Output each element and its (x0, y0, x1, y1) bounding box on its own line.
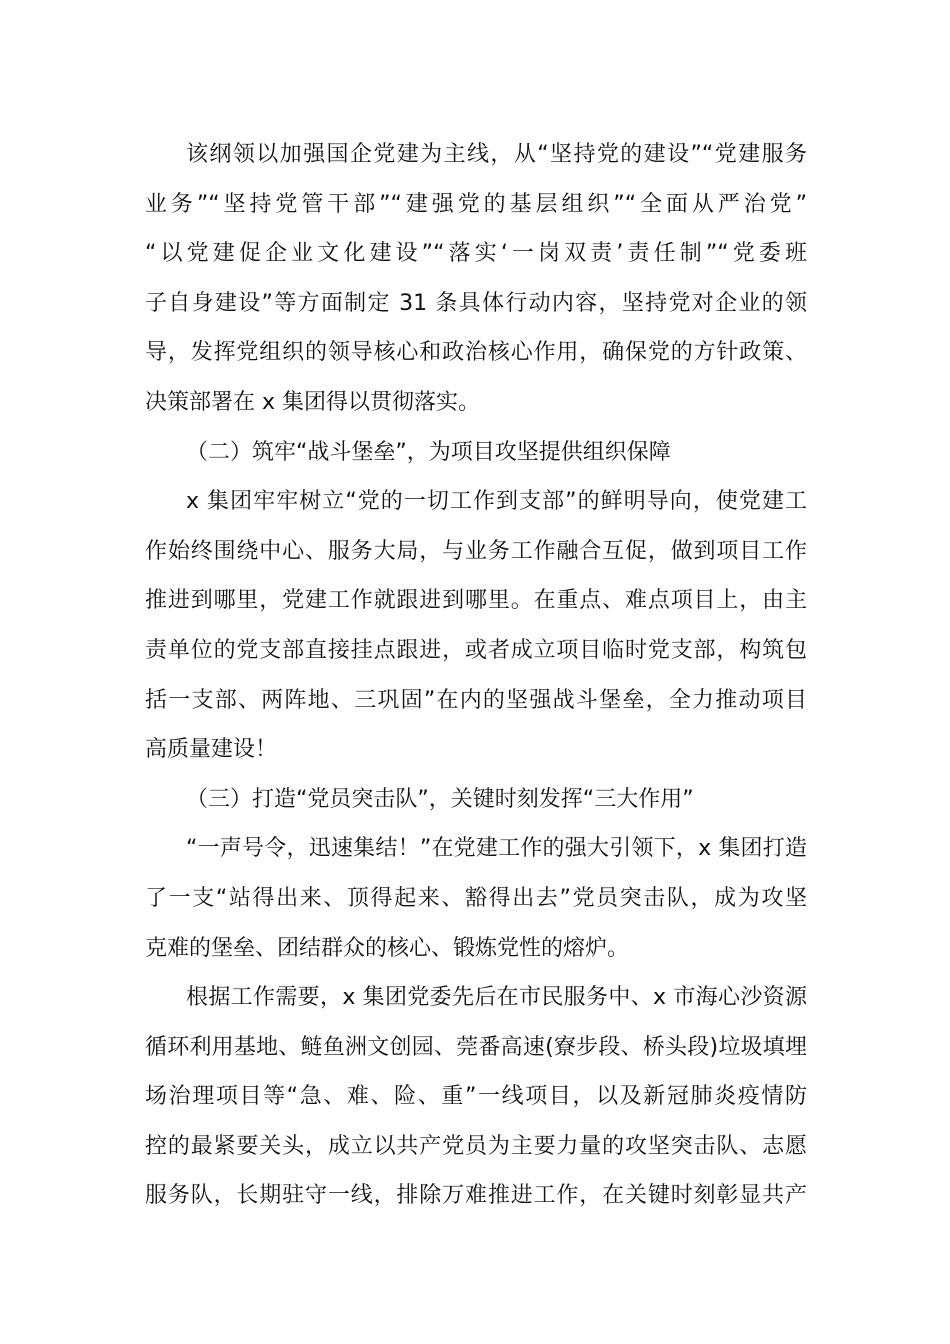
paragraph-4-line-2: 循环利用基地、鲢鱼洲文创园、莞番高速(寮步段、桥头段)垃圾填埋 (145, 1034, 807, 1060)
paragraph-1-line-2: 业务”“坚持党管干部”“建强党的基层组织”“全面从严治党” (145, 191, 807, 217)
paragraph-4-line-5: 服务队，长期驻守一线，排除万难推进工作，在关键时刻彰显共产 (145, 1183, 807, 1209)
paragraph-3-line-3: 克难的堡垒、团结群众的核心、锻炼党性的熔炉。 (145, 935, 630, 961)
paragraph-3-line-2: 了一支“站得出来、顶得起来、豁得出去”党员突击队，成为攻坚 (145, 885, 807, 911)
paragraph-4-line-1: 根据工作需要，x 集团党委先后在市民服务中、x 市海心沙资源 (186, 985, 807, 1011)
paragraph-2-line-5: 括一支部、两阵地、三巩固”在内的坚强战斗堡垒，全力推动项目 (145, 687, 807, 713)
section-heading-3: （三）打造“党员突击队”，关键时刻发挥“三大作用” (186, 786, 694, 812)
paragraph-2-line-6: 高质量建设！ (145, 737, 278, 763)
paragraph-1-line-6: 决策部署在 x 集团得以贯彻落实。 (145, 389, 481, 415)
paragraph-1-line-3: “以党建促企业文化建设”“落实‘一岗双责’责任制”“党委班 (145, 241, 807, 267)
paragraph-2-line-3: 推进到哪里，党建工作就跟进到哪里。在重点、难点项目上，由主 (145, 588, 807, 614)
paragraph-2-line-1: x 集团牢牢树立“党的一切工作到支部”的鲜明导向，使党建工 (186, 489, 807, 515)
paragraph-4-line-3: 场治理项目等“急、难、险、重”一线项目，以及新冠肺炎疫情防 (145, 1084, 807, 1110)
paragraph-1-line-1: 该纲领以加强国企党建为主线，从“坚持党的建设”“党建服务 (186, 142, 807, 167)
paragraph-2-line-4: 责单位的党支部直接挂点跟进，或者成立项目临时党支部，构筑包 (145, 637, 807, 663)
paragraph-1-line-5: 导，发挥党组织的领导核心和政治核心作用，确保党的方针政策、 (145, 340, 807, 366)
section-heading-2: （二）筑牢“战斗堡垒”，为项目攻坚提供组织保障 (186, 439, 671, 465)
paragraph-3-line-1: “一声号令，迅速集结！”在党建工作的强大引领下，x 集团打造 (186, 836, 807, 862)
paragraph-1-line-4: 子自身建设”等方面制定 31 条具体行动内容，坚持党对企业的领 (145, 290, 807, 316)
paragraph-4-line-4: 控的最紧要关头，成立以共产党员为主要力量的攻坚突击队、志愿 (145, 1133, 807, 1159)
document-body (145, 130, 807, 1221)
paragraph-2-line-2: 作始终围绕中心、服务大局，与业务工作融合互促，做到项目工作 (145, 538, 807, 564)
